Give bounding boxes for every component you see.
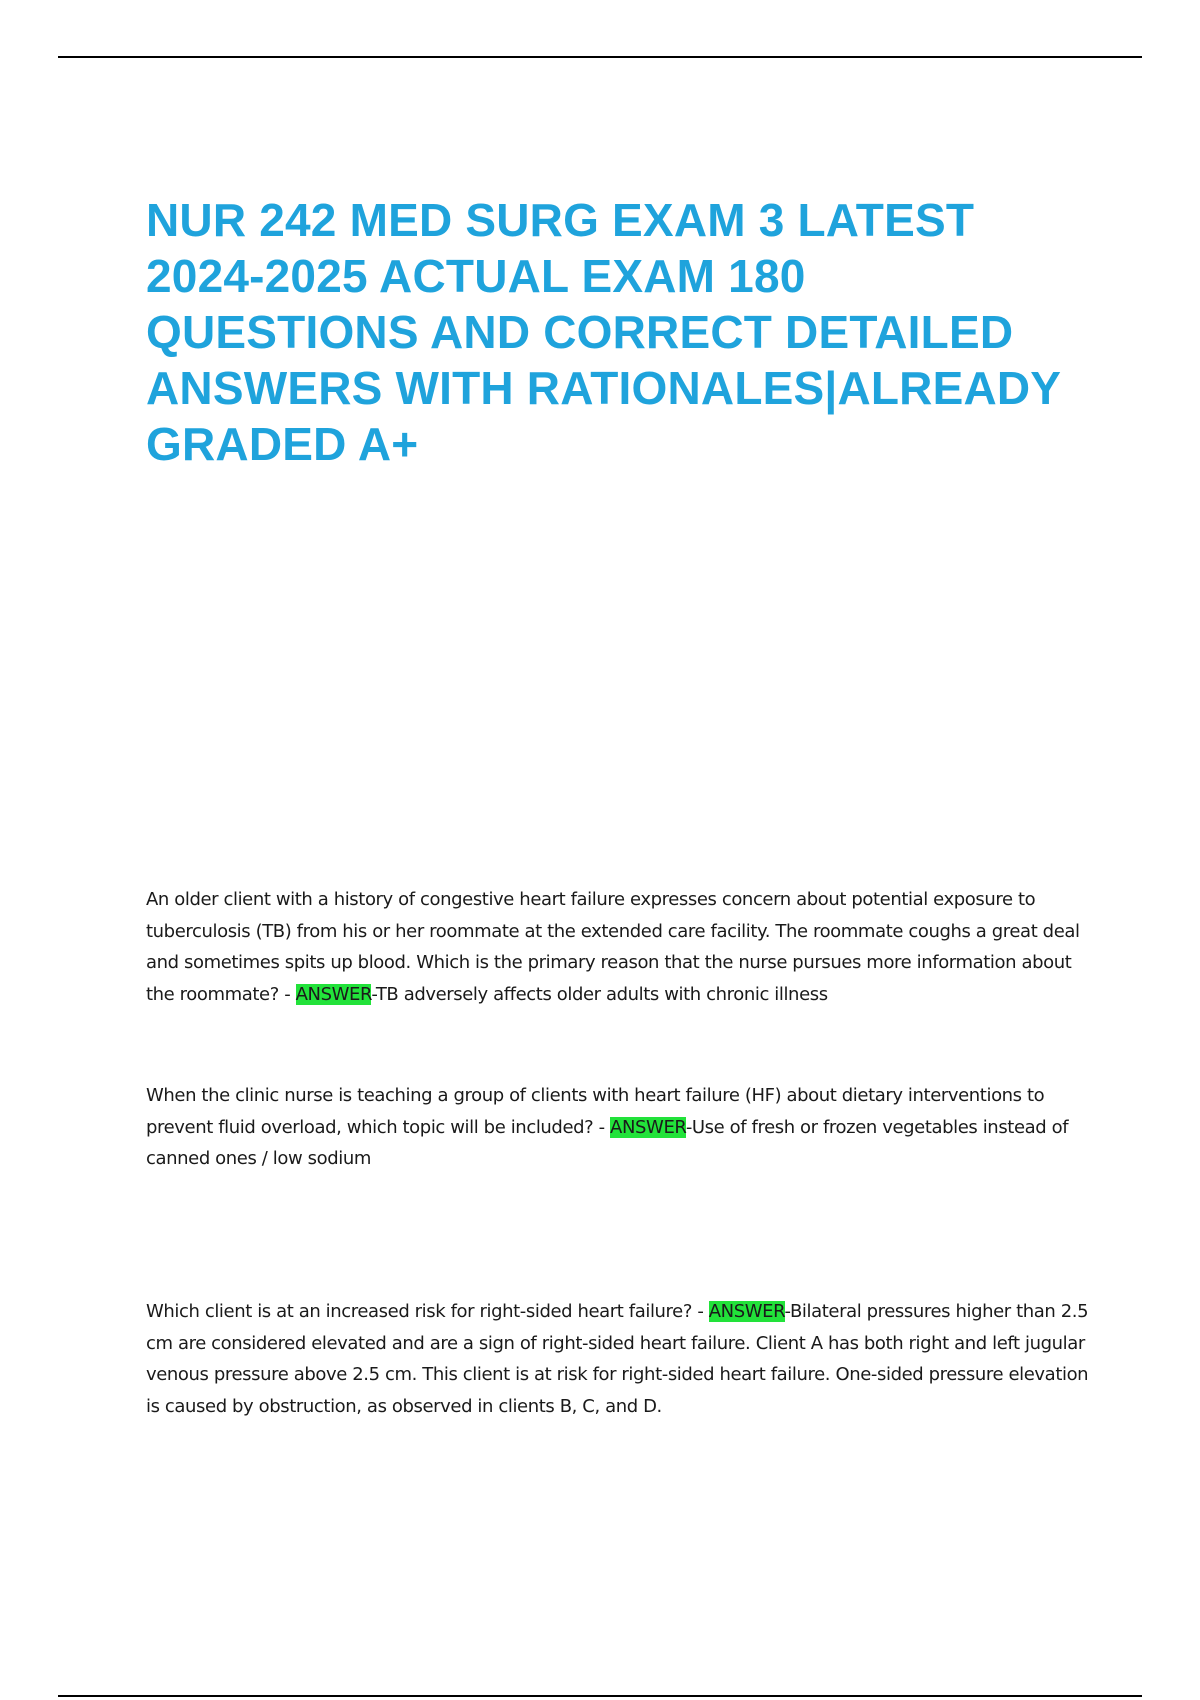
question-item [146,1080,1096,1175]
answer-label: ANSWER [295,983,372,1005]
document-title: NUR 242 MED SURG EXAM 3 LATEST 2024-2025 ACTUAL EXAM 180 QUESTIONS AND CORRECT DETAILED ANSWERS WITH RATIONALES|ALREADY GRADED A+ [146,194,1061,470]
question-item [146,1296,1096,1422]
footer-rule [58,1695,1142,1697]
answer-label: ANSWER [708,1301,785,1322]
answer-label: ANSWER [610,1116,686,1138]
answer-text: -Use of fresh or frozen vegetables instead of canned ones / low sodium [146,1116,1069,1169]
question-text: An older client with a history of congestive heart failure expresses concern about potential exposure to tuberculosis (TB) from his or her roommate at the extended care facility. The roommate coughs a great deal and sometimes spits up blood. Which is the primary reason that the nurse pursues more information about the roommate? - [146,889,1080,1005]
question-text: Which client is at an increased risk for right-sided heart failure? - [146,1301,709,1322]
header-rule [58,56,1142,58]
question-item [146,884,1096,1010]
answer-text: -Bilateral pressures higher than 2.5 cm are considered elevated and are a sign of right-sided heart failure. Client A has both right and left jugular venous pressure above 2.5 cm. This client is at risk for right-sided heart failure. One-sided pressure elevation is caused by obstruction, as observed in clients B, C, and D. [146,1301,1089,1417]
question-text: When the clinic nurse is teaching a group of clients with heart failure (HF) about dietary interventions to prevent fluid overload, which topic will be included? - [146,1085,1045,1138]
answer-text: -TB adversely affects older adults with chronic illness [371,983,828,1005]
